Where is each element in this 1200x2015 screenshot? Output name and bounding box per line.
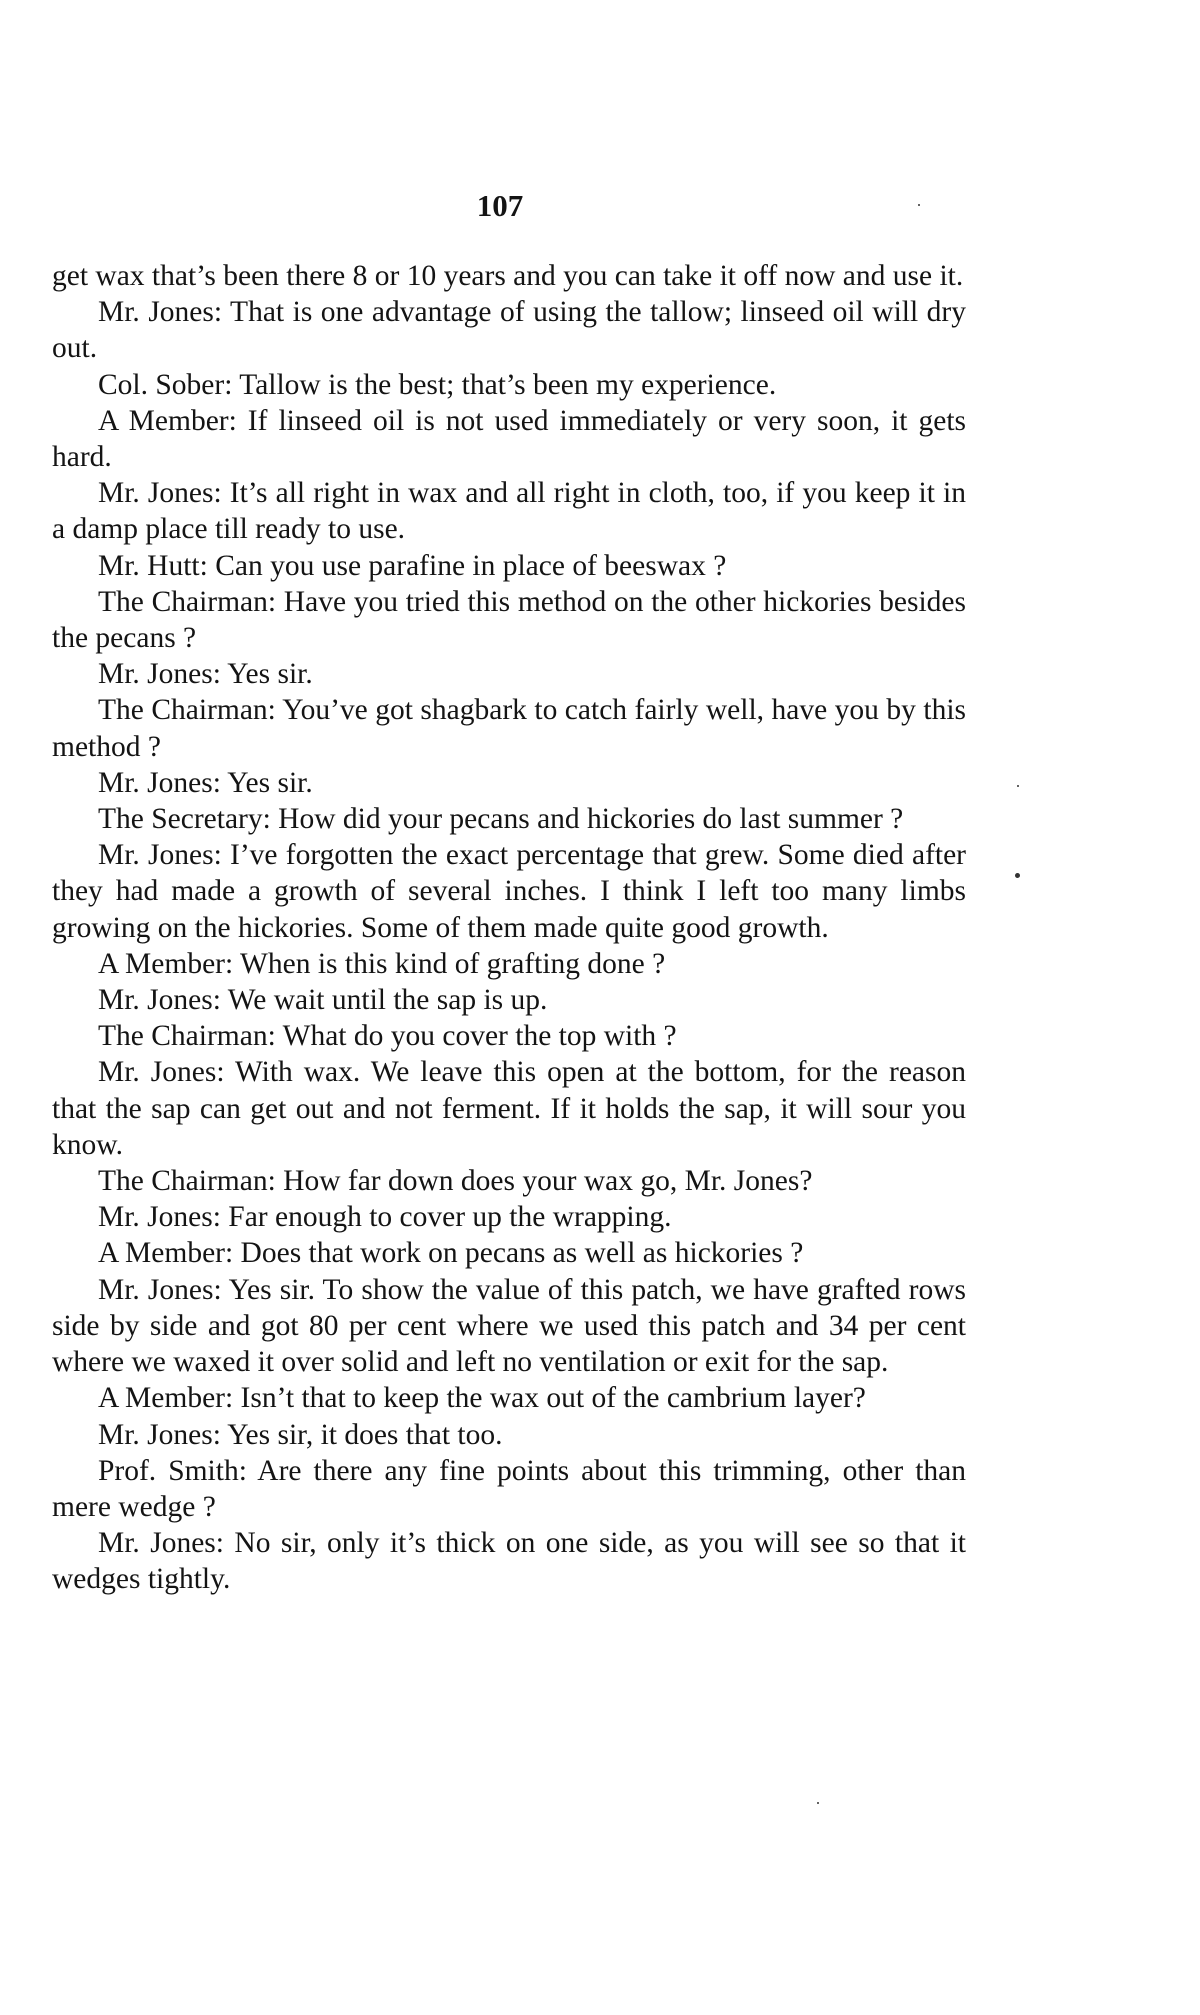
paragraph: Mr. Hutt: Can you use parafine in place of beeswax ? [98,549,727,582]
paragraph: A Member: Does that work on pecans as well as hickories ? [98,1237,804,1270]
paragraph: Mr. Jones: Yes sir. To show the value of this patch, we have grafted rows side by side and got 80 per cent where we used this patch and 34 per cent where we waxed it over solid and left no ventilation or exit for the sap. [52,1273,966,1379]
transcript-body [52,258,966,1598]
paragraph: Mr. Jones: Yes sir. [98,658,313,691]
paragraph: Mr. Jones: Yes sir. [98,766,313,799]
paragraph: Mr. Jones: Far enough to cover up the wrapping. [98,1201,672,1234]
page-number: 107 [476,188,524,223]
paragraph: The Secretary: How did your pecans and hickories do last summer ? [98,803,904,836]
scan-speck [1015,873,1020,878]
paragraph: A Member: Isn’t that to keep the wax out of the cambrium layer? [98,1382,866,1415]
paragraph: Mr. Jones: With wax. We leave this open at the bottom, for the reason that the sap can get out and not ferment. If it holds the sap, it will sour you know. [52,1056,966,1161]
paragraph: The Chairman: How far down does your wax go, Mr. Jones? [98,1165,813,1198]
paragraph: The Chairman: Have you tried this method on the other hickories besides the pecans ? [52,585,966,655]
paragraph: Mr. Jones: It’s all right in wax and all right in cloth, too, if you keep it in a damp place till ready to use. [52,477,966,546]
paragraph: Mr. Jones: We wait until the sap is up. [98,984,548,1017]
paragraph: A Member: When is this kind of grafting done ? [98,947,666,980]
paragraph: Prof. Smith: Are there any fine points about this trimming, other than mere wedge ? [52,1454,966,1523]
paragraph: The Chairman: What do you cover the top with ? [98,1020,677,1053]
paragraph: Mr. Jones: I’ve forgotten the exact percentage that grew. Some died after they had made a growth of several inches. I think I left too many limbs growing on the hickories. Some of them made quite good growth. [52,839,966,944]
paragraph: The Chairman: You’ve got shagbark to catch fairly well, have you by this method ? [52,694,966,763]
paragraph: Mr. Jones: That is one advantage of using the tallow; linseed oil will dry out. [52,296,966,365]
paragraph: A Member: If linseed oil is not used immediately or very soon, it gets hard. [52,404,966,474]
scan-speck [817,1802,819,1804]
paragraph: get wax that’s been there 8 or 10 years and you can take it off now and use it. [52,260,964,292]
paragraph: Mr. Jones: No sir, only it’s thick on one side, as you will see so that it wedges tightly. [52,1527,966,1596]
paragraph: Col. Sober: Tallow is the best; that’s been my experience. [98,368,777,401]
paragraph: Mr. Jones: Yes sir, it does that too. [98,1418,503,1451]
scan-speck [918,204,920,206]
scan-speck [1017,785,1019,787]
